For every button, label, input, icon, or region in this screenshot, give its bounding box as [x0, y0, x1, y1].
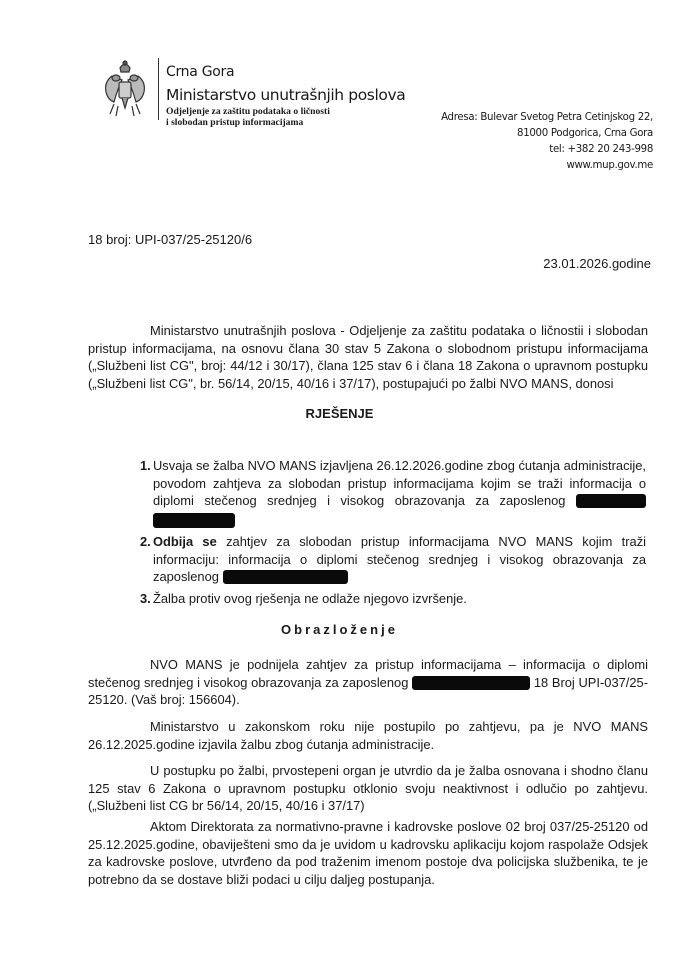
- address-street: Adresa: Bulevar Svetog Petra Cetinjskog 22,: [441, 112, 653, 123]
- reasoning-paragraph-2: Ministarstvo u zakonskom roku nije postupilo po zahtjevu, pa je NVO MANS 26.12.2025.godine izjavila žalbu zbog ćutanja administracije.: [88, 719, 648, 752]
- address-city: 81000 Podgorica, Crna Gora: [517, 128, 653, 139]
- decision-title: RJEŠENJE: [305, 406, 374, 421]
- decision-item: 3. Žalba protiv ovog rješenja ne odlaže njegovo izvršenje.: [140, 590, 467, 606]
- coat-of-arms-icon: [100, 58, 150, 120]
- department-name: Odjeljenje za zaštitu podataka o ličnosti i slobodan pristup informacijama: [166, 106, 330, 128]
- redaction-box: [153, 513, 235, 528]
- decision-item: 2. Odbija se zahtjev za slobodan pristup informacijama NVO MANS kojim traži informaciju: informacija o diplomi stečenog srednjeg i visokog obrazovanja za zaposlenog: [140, 534, 647, 584]
- reasoning-paragraph-1: NVO MANS je podnijela zahtjev za pristup informacijama – informacija o diplomi stečenog srednjeg i visokog obrazovanja za zaposlenog 18 Broj UPI-037/25-25120. (Vaš broj: 156604).: [88, 657, 648, 707]
- website-link[interactable]: www.mup.gov.me: [566, 160, 653, 171]
- intro-paragraph: Ministarstvo unutrašnjih poslova - Odjeljenje za zaštitu podataka o ličnostii i slobodan pristup informacijama, na osnovu člana 30 stav 5 Zakona o slobodnom pristupu informacijama („Službeni list CG", broj: 44/12 i 30/17), člana 125 stav 6 i člana 18 Zakona o upravnom postupku („Službeni list CG", br. 56/14, 20/15, 40/16 i 37/17), postupajući po žalbi NVO MANS, donosi: [88, 323, 648, 391]
- redaction-box: [576, 494, 646, 508]
- reasoning-paragraph-4: Aktom Direktorata za normativno-pravne i kadrovske poslove 02 broj 037/25-25120 od 25.12.2025.godine, obaviješteni smo da je uvidom u kadrovsku aplikaciju kojom raspolaže Odsjek za kadrovske poslove, utvrđeno da pod traženim imenom postoje dva policijska službenika, te je potrebno da se dostave bliži podaci u cilju daljeg postupanja.: [88, 819, 648, 887]
- ministry-name: Ministarstvo unutrašnjih poslova: [166, 86, 406, 104]
- reasoning-title: Obrazloženje: [281, 622, 398, 637]
- decision-list: [130, 457, 646, 611]
- redaction-box: [223, 570, 348, 584]
- phone: tel: +382 20 243-998: [549, 144, 653, 155]
- reference-number: 18 broj: UPI-037/25-25120/6: [88, 232, 253, 247]
- decision-item: 1. Usvaja se žalba NVO MANS izjavljena 26.12.2026.godine zbog ćutanja administracije, povodom zahtjeva za slobodan pristup informacijama kojim se traži informacija o diplomi stečenog srednjeg i visokog obrazovanja za zaposlenog: [130, 457, 646, 529]
- reasoning-paragraph-3: U postupku po žalbi, prvostepeni organ je utvrdio da je žalba osnovana i shodno članu 125 stav 6 Zakona o upravnom postupku otklonio svoju neaktivnost i odlučio po zahtjevu. („Službeni list CG br 56/14, 20/15, 40/16 i 37/17): [88, 763, 648, 813]
- address-block: [441, 110, 653, 174]
- redaction-box: [412, 676, 530, 690]
- header-divider: [158, 58, 159, 120]
- country-name: Crna Gora: [166, 64, 235, 80]
- document-date: 23.01.2026.godine: [543, 256, 651, 271]
